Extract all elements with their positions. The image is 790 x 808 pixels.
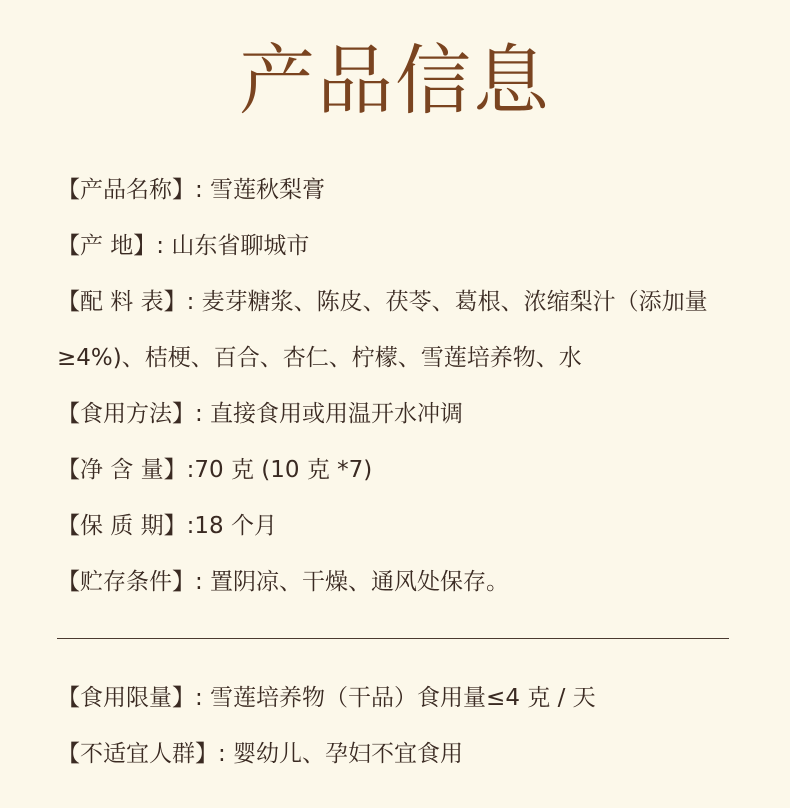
info-value: 婴幼儿、孕妇不宜食用 bbox=[225, 741, 464, 767]
info-label: 【食用限量】: bbox=[57, 685, 203, 711]
info-row-ingredients bbox=[57, 286, 757, 318]
info-row-shelf-life bbox=[57, 510, 757, 542]
info-label: 【配 料 表】: bbox=[57, 289, 195, 315]
info-value: 70 克 (10 克 *7) bbox=[194, 457, 373, 483]
info-label: 【不适宜人群】: bbox=[57, 741, 226, 767]
divider bbox=[57, 638, 729, 639]
page-title: 产品信息 bbox=[239, 36, 551, 125]
info-value: 18 个月 bbox=[194, 513, 277, 539]
info-row-origin bbox=[57, 230, 757, 262]
info-label: 【保 质 期】: bbox=[57, 513, 195, 539]
info-value: ≥4%)、桔梗、百合、杏仁、柠檬、雪莲培养物、水 bbox=[57, 345, 582, 371]
info-row-usage bbox=[57, 398, 757, 430]
info-row-net-content bbox=[57, 454, 757, 486]
info-value: 置阴凉、干燥、通风处保存。 bbox=[202, 569, 510, 595]
info-row-ingredients-continued bbox=[57, 342, 757, 374]
info-value: 雪莲培养物（干品）食用量≤4 克 / 天 bbox=[202, 685, 596, 711]
info-label: 【净 含 量】: bbox=[57, 457, 195, 483]
info-value: 直接食用或用温开水冲调 bbox=[202, 401, 464, 427]
info-label: 【食用方法】: bbox=[57, 401, 203, 427]
info-value: 麦芽糖浆、陈皮、茯苓、葛根、浓缩梨汁（添加量 bbox=[194, 289, 708, 315]
info-row-product-name bbox=[57, 174, 757, 206]
info-label: 【贮存条件】: bbox=[57, 569, 203, 595]
info-label: 【产品名称】: bbox=[57, 177, 203, 203]
info-label: 【产 地】: bbox=[57, 233, 165, 259]
info-row-storage bbox=[57, 566, 757, 598]
info-value: 山东省聊城市 bbox=[164, 233, 310, 259]
info-value: 雪莲秋梨膏 bbox=[202, 177, 326, 203]
info-row-intake-limit bbox=[57, 682, 757, 714]
info-row-unsuitable-groups bbox=[57, 738, 757, 770]
